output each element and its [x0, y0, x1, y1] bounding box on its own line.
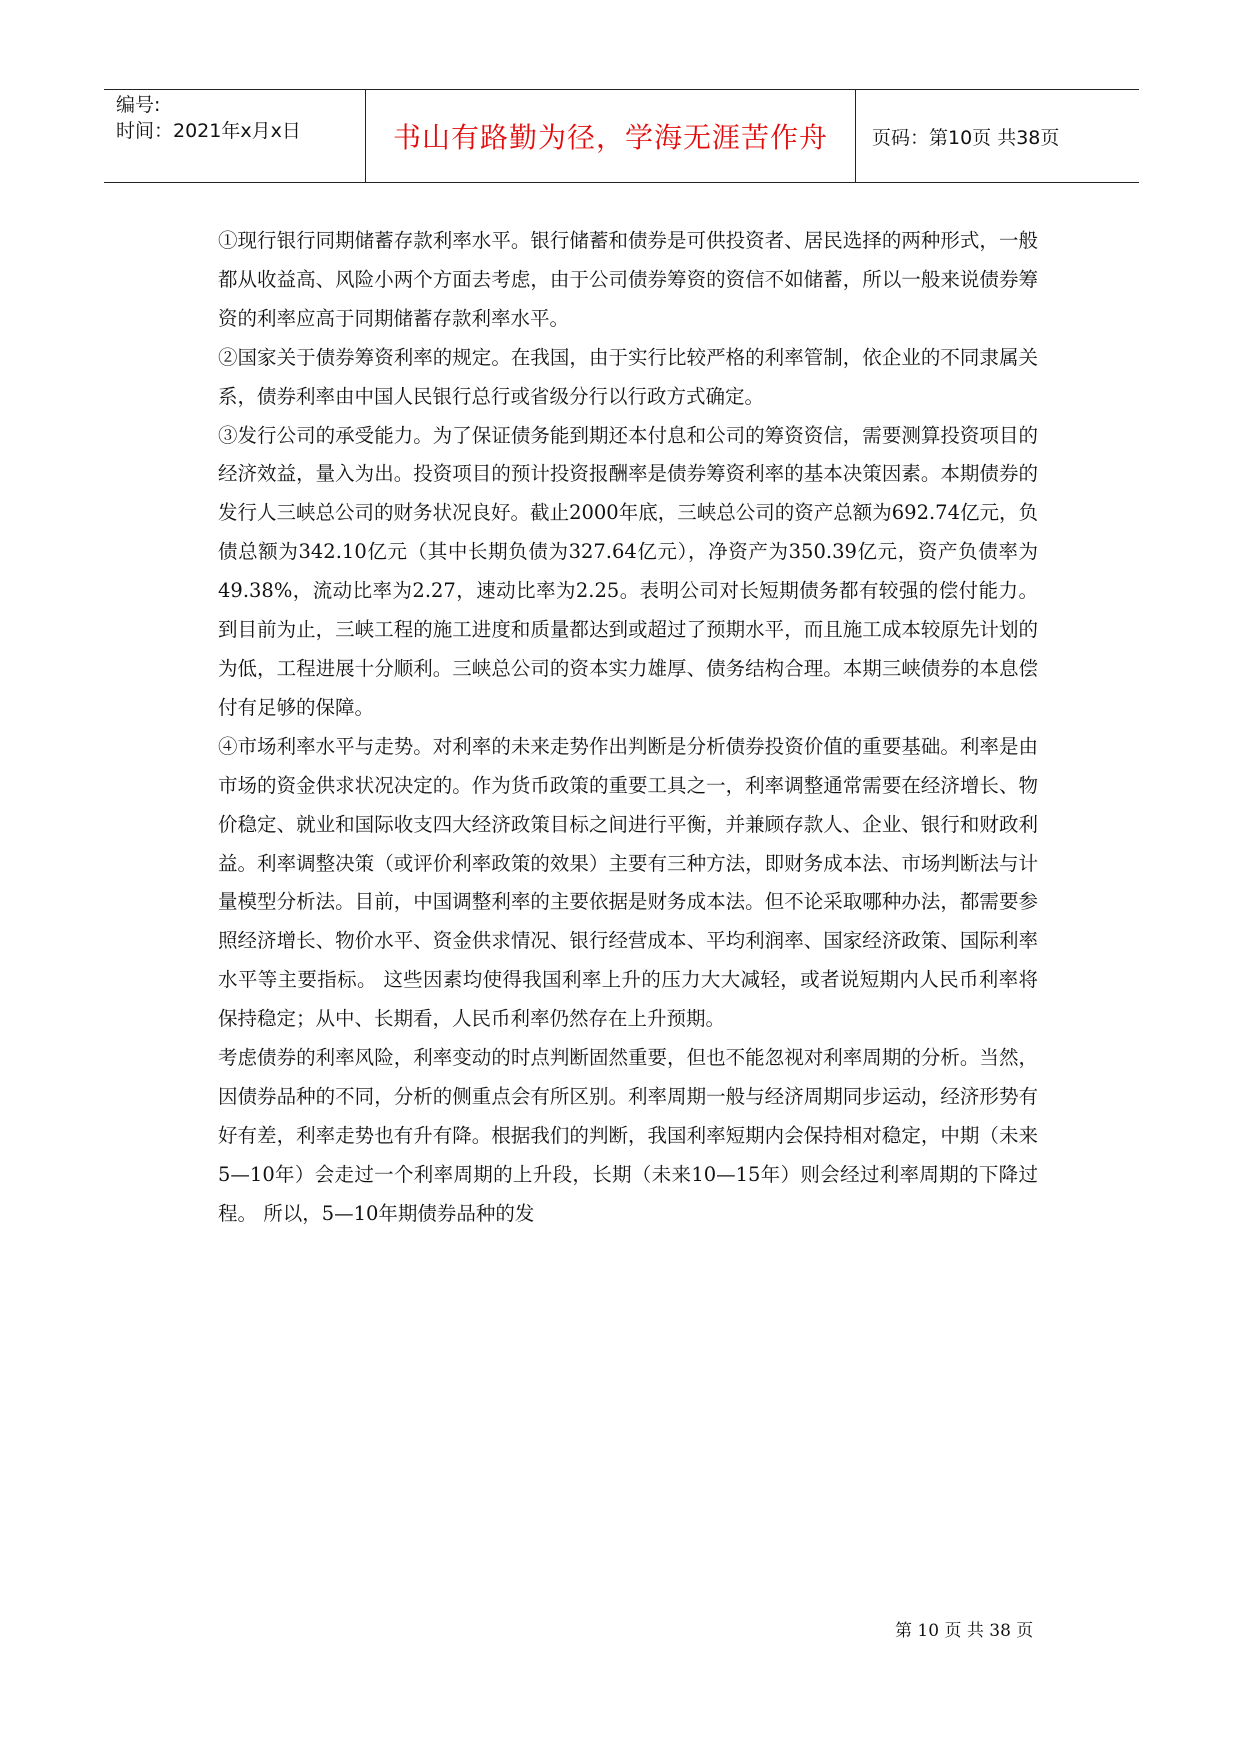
- paragraph-5: 考虑债券的利率风险，利率变动的时点判断固然重要，但也不能忽视对利率周期的分析。当然，因债券品种的不同，分析的侧重点会有所区别。利率周期一般与经济周期同步运动，经济形势有好有差，利率走势也有升有降。根据我们的判断，我国利率短期内会保持相对稳定，中期（未来5—10年）会走过一个利率周期的上升段，长期（未来10—15年）则会经过利率周期的下降过程。 所以，5—10年期债券品种的发: [218, 1046, 1038, 1225]
- document-time-label: 时间：2021年x月x日: [116, 120, 301, 142]
- header-page-info: 页码：第10页 共38页: [872, 126, 1060, 149]
- page-header: [104, 89, 1139, 183]
- paragraph-1: ①现行银行同期储蓄存款利率水平。银行储蓄和债券是可供投资者、居民选择的两种形式，一般都从收益高、风险小两个方面去考虑，由于公司债券筹资的资信不如储蓄，所以一般来说债券筹资的利率应高于同期储蓄存款利率水平。: [218, 229, 1038, 330]
- paragraph-2: ②国家关于债券筹资利率的规定。在我国，由于实行比较严格的利率管制，依企业的不同隶属关系，债券利率由中国人民银行总行或省级分行以行政方式确定。: [218, 345, 1038, 408]
- paragraph-4: ④市场利率水平与走势。对利率的未来走势作出判断是分析债券投资价值的重要基础。利率是由市场的资金供求状况决定的。作为货币政策的重要工具之一，利率调整通常需要在经济增长、物价稳定、就业和国际收支四大经济政策目标之间进行平衡，并兼顾存款人、企业、银行和财政利益。利率调整决策（或评价利率政策的效果）主要有三种方法，即财务成本法、市场判断法与计量模型分析法。目前，中国调整利率的主要依据是财务成本法。但不论采取哪种办法，都需要参照经济增长、物价水平、资金供求情况、银行经营成本、平均利润率、国家经济政策、国际利率水平等主要指标。 这些因素均使得我国利率上升的压力大大减轻，或者说短期内人民币利率将保持稳定；从中、长期看，人民币利率仍然存在上升预期。: [218, 734, 1038, 1031]
- page-footer: 第 10 页 共 38 页: [895, 1621, 1034, 1641]
- document-number-label: 编号:: [116, 94, 161, 116]
- header-divider-right: [855, 90, 856, 182]
- header-meta: [104, 90, 365, 182]
- header-motto: 书山有路勤为径，学海无涯苦作舟: [392, 121, 828, 154]
- document-body: [218, 222, 1038, 1234]
- paragraph-3: ③发行公司的承受能力。为了保证债务能到期还本付息和公司的筹资资信，需要测算投资项目的经济效益，量入为出。投资项目的预计投资报酬率是债券筹资利率的基本决策因素。本期债券的发行人三峡总公司的财务状况良好。截止2000年底，三峡总公司的资产总额为692.74亿元，负债总额为342.10亿元（其中长期负债为327.64亿元），净资产为350.39亿元，资产负债率为49.38%，流动比率为2.27，速动比率为2.25。表明公司对长短期债务都有较强的偿付能力。 到目前为止，三峡工程的施工进度和质量都达到或超过了预期水平，而且施工成本较原先计划的为低，工程进展十分顺利。三峡总公司的资本实力雄厚、债务结构合理。本期三峡债券的本息偿付有足够的保障。: [218, 423, 1038, 719]
